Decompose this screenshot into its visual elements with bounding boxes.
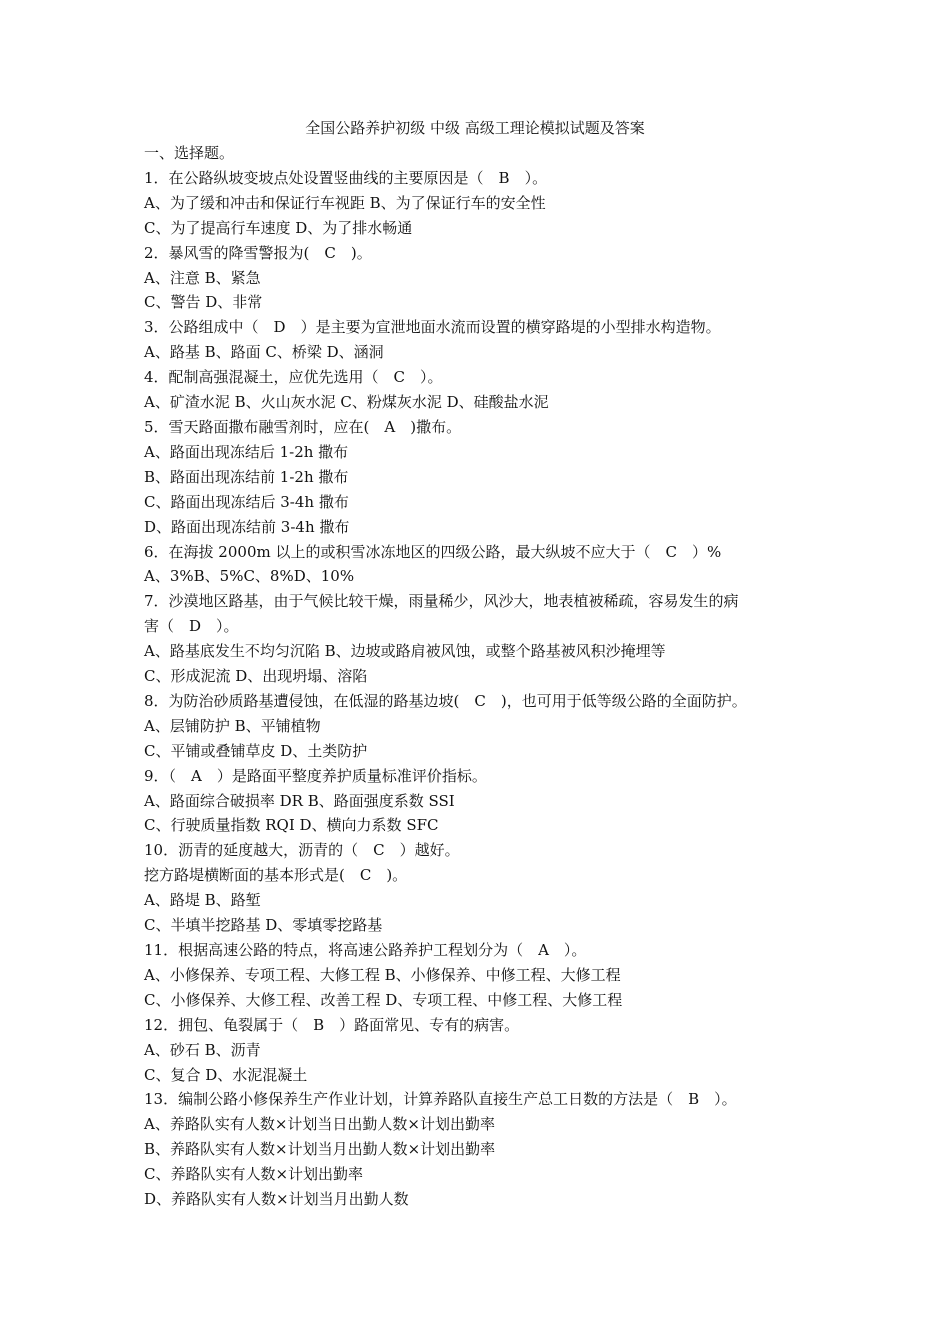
text-line: A、路基底发生不均匀沉陷 B、边坡或路肩被风蚀，或整个路基被风积沙掩埋等 xyxy=(144,642,666,661)
text-line: C、平铺或叠铺草皮 D、土类防护 xyxy=(144,741,368,760)
document-body xyxy=(144,141,814,1212)
text-line: C、形成泥流 D、出现坍塌、溶陷 xyxy=(144,667,368,686)
text-line: C、为了提高行车速度 D、为了排水畅通 xyxy=(144,218,413,237)
text-line: 10．沥青的延度越大，沥青的（ C ）越好。 xyxy=(144,841,460,860)
text-line: A、路堤 B、路堑 xyxy=(144,891,261,910)
text-line: C、小修保养、大修工程、改善工程 D、专项工程、中修工程、大修工程 xyxy=(144,990,623,1009)
text-line: C、复合 D、水泥混凝土 xyxy=(144,1065,308,1084)
text-line: A、砂石 B、沥青 xyxy=(144,1040,261,1059)
text-line: A、养路队实有人数×计划当日出勤人数×计划出勤率 xyxy=(144,1115,495,1134)
text-line: C、养路队实有人数×计划出勤率 xyxy=(144,1165,364,1184)
text-line: C、警告 D、非常 xyxy=(144,293,263,312)
text-line: C、路面出现冻结后 3-4h 撒布 xyxy=(144,492,349,511)
text-line: A、3%B、5%C、8%D、10% xyxy=(144,567,355,586)
text-line: A、小修保养、专项工程、大修工程 B、小修保养、中修工程、大修工程 xyxy=(144,965,621,984)
text-line: 13．编制公路小修保养生产作业计划，计算养路队直接生产总工日数的方法是（ B ）。 xyxy=(144,1090,737,1109)
text-line: 9．（ A ）是路面平整度养护质量标准评价指标。 xyxy=(144,766,487,785)
text-line: A、层铺防护 B、平铺植物 xyxy=(144,716,321,735)
text-line: 2．暴风雪的降雪警报为( C )。 xyxy=(144,243,372,262)
text-line: B、养路队实有人数×计划当月出勤人数×计划出勤率 xyxy=(144,1140,496,1159)
text-line: A、注意 B、紧急 xyxy=(144,268,261,287)
text-line: 4．配制高强混凝土，应优先选用（ C ）。 xyxy=(144,368,443,387)
text-line: D、路面出现冻结前 3-4h 撒布 xyxy=(144,517,350,536)
text-line: 8．为防治砂质路基遭侵蚀，在低湿的路基边坡( C )，也可用于低等级公路的全面防护。 xyxy=(144,691,747,710)
text-line: 5．雪天路面撒布融雪剂时，应在( A )撒布。 xyxy=(144,417,462,436)
text-line: 3．公路组成中（ D ）是主要为宣泄地面水流而设置的横穿路堤的小型排水构造物。 xyxy=(144,318,721,337)
text-line: C、行驶质量指数 RQI D、横向力系数 SFC xyxy=(144,816,439,835)
text-line: 1．在公路纵坡变坡点处设置竖曲线的主要原因是（ B ）。 xyxy=(144,168,548,187)
text-line: D、养路队实有人数×计划当月出勤人数 xyxy=(144,1190,409,1209)
text-line: 6．在海拔 2000m 以上的或积雪冰冻地区的四级公路，最大纵坡不应大于（ C ）% xyxy=(144,542,722,561)
text-line: A、矿渣水泥 B、火山灰水泥 C、粉煤灰水泥 D、硅酸盐水泥 xyxy=(144,393,549,412)
text-line: 挖方路堤横断面的基本形式是( C )。 xyxy=(144,866,408,885)
text-line: A、为了缓和冲击和保证行车视距 B、为了保证行车的安全性 xyxy=(144,193,546,212)
text-line: A、路面综合破损率 DR B、路面强度系数 SSI xyxy=(144,791,455,810)
text-line: C、半填半挖路基 D、零填零挖路基 xyxy=(144,916,383,935)
text-line: 害（ D ）。 xyxy=(144,617,239,636)
text-line: B、路面出现冻结前 1-2h 撒布 xyxy=(144,467,349,486)
text-line: 12．拥包、龟裂属于（ B ）路面常见、专有的病害。 xyxy=(144,1015,520,1034)
text-line: A、路基 B、路面 C、桥梁 D、涵洞 xyxy=(144,343,384,362)
text-line: A、路面出现冻结后 1-2h 撒布 xyxy=(144,442,349,461)
text-line: 7．沙漠地区路基，由于气候比较干燥，雨量稀少，风沙大，地表植被稀疏，容易发生的病 xyxy=(144,592,739,611)
text-line: 一、选择题。 xyxy=(144,144,235,162)
document-title: 全国公路养护初级 中级 高级工理论模拟试题及答案 xyxy=(305,119,645,137)
text-line: 11．根据高速公路的特点，将高速公路养护工程划分为（ A ）。 xyxy=(144,941,587,959)
